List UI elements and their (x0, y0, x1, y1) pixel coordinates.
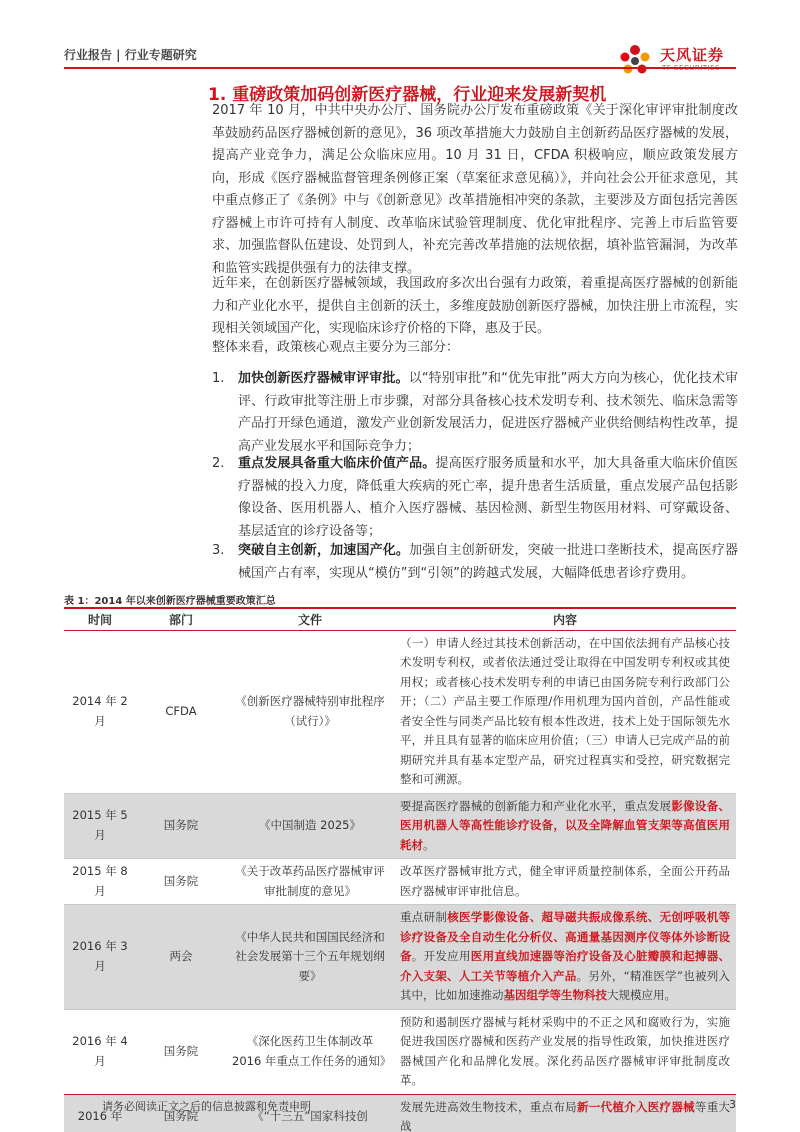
table-row (64, 630, 736, 793)
content-text: 。开发应用 (411, 949, 471, 963)
table-row (64, 859, 736, 905)
cell-time: 2016 年 4 月 (64, 1009, 136, 1094)
cell-dept: 国务院 (136, 1094, 226, 1132)
footer-divider (64, 1094, 736, 1095)
content-text: 预防和遏制医疗器械与耗材采购中的不正之风和腐败行为，实施促进我国医疗器械和医药产业发展的指导性政策，加快推进医疗器械国产化和品牌化发展。深化药品医疗器械审评审批制度改革。 (400, 1014, 730, 1087)
page-number: 3 (729, 1098, 736, 1111)
list-number: 1. (212, 371, 225, 386)
cell-file: 《创新医疗器械特别审批程序（试行）》 (226, 630, 394, 793)
highlighted-text: 新一代植介入医疗器械 (576, 1099, 695, 1114)
content-text: 等重大战 (400, 1099, 731, 1132)
cell-dept: 两会 (136, 905, 226, 1010)
policy-table (64, 607, 736, 1132)
paragraph-3: 整体来看，政策核心观点主要分为三部分： (212, 340, 460, 355)
cell-time: 2016 年 3 月 (64, 905, 136, 1010)
cell-content (394, 630, 736, 793)
content-text: 要提高医疗器械的创新能力和产业化水平，重点发展 (400, 798, 672, 813)
cell-time: 2016 年 (64, 1094, 136, 1132)
paragraph-2: 近年来，在创新医疗器械领域，我国政府多次出台强有力政策，着重提高医疗器械的创新能力和产业化水平，提供自主创新的沃土，多维度鼓励创新医疗器械，加快注册上市流程，实现相关领域国产化，实现临床诊疗价格的下降，惠及于民。 (212, 276, 738, 336)
content-text: 发展先进高效生物技术，重点布局 (400, 1099, 577, 1114)
content-text: （一）申请人经过其技术创新活动，在中国依法拥有产品核心技术发明专利权，或者依法通过受让取得在中国发明专利权或其使用权；或者核心技术发明专利的申请已由国务院专利行政部门公开；（二）产品主要工作原理/作用机理为国内首创，产品性能或者安全性与同类产品比较有根本性改进，技术上处于国际领先水平，并且具有显著的临床应用价值；（三）申请人已完成产品的前期研究并具有基本定型产品，研究过程真实和受控，研究数据完整和可溯源。 (400, 635, 730, 786)
list-item-text: 加强自主创新研发，突破一批进口垄断技术，提高医疗器械国产占有率，实现从“模仿”到“引领”的跨越式发展，大幅降低患者诊疗费用。 (238, 543, 738, 581)
header-divider (64, 67, 736, 69)
header-dept: 部门 (136, 608, 226, 630)
cell-content (394, 1009, 736, 1094)
cell-content (394, 859, 736, 905)
tf-securities-logo (616, 40, 736, 80)
cell-content (394, 905, 736, 1010)
list-item-heading: 加快创新医疗器械审评审批。 (238, 371, 409, 386)
table-row (64, 905, 736, 1010)
cell-time: 2014 年 2 月 (64, 630, 136, 793)
highlighted-text: 核医学影像设备、超导磁共振成像系统、无创呼吸机等诊疗设备及全自动生化分析仪、高通量基因测序仪等体外诊断设备 (400, 910, 730, 963)
cell-dept: 国务院 (136, 859, 226, 905)
highlighted-text: 影像设备、医用机器人等高性能诊疗设备，以及全降解血管支架等高值医用耗材 (400, 798, 730, 852)
table-caption: 表 1：2014 年以来创新医疗器械重要政策汇总 (64, 596, 276, 607)
cell-content (394, 1094, 736, 1132)
cell-dept: CFDA (136, 630, 226, 793)
cell-dept: 国务院 (136, 1009, 226, 1094)
paragraph-1: 2017 年 10 月，中共中央办公厅、国务院办公厅发布重磅政策《关于深化审评审批制度改革鼓励药品医疗器械创新的意见》，36 项改革措施大力鼓励自主创新药品医疗器械的发展，提高产业竞争力，满足公众临床应用。10 月 31 日，CFDA 积极响应，顺应政策发展方向，形成《医疗器械监督管理条例修正案（草案征求意见稿）》，并向社会公开征求意见，其中重点修正了《条例》中与《创新意见》改革措施相冲突的条款，主要涉及方面包括完善医疗器械上市许可持有人制度、改革临床试验管理制度、优化审批程序、完善上市后监管要求、加强监督队伍建设、处罚到人，补充完善改革措施的法规依据，填补监管漏洞，为改革和监管实践提供强有力的法律支撑。 (212, 103, 738, 276)
header-content: 内容 (394, 608, 736, 630)
header-file: 文件 (226, 608, 394, 630)
list-number: 3. (212, 543, 225, 558)
list-item-heading: 突破自主创新，加速国产化。 (238, 543, 410, 558)
list-item-text: 提高医疗服务质量和水平，加大具备重大临床价值医疗器械的投入力度，降低重大疾病的死亡率，提升患者生活质量，重点发展产品包括影像设备、医用机器人、植介入医疗器械、基因检测、新型生物医用材料、可穿戴设备、基层适宜的诊疗设备等； (238, 456, 738, 539)
cell-file: 《“十三五”国家科技创 (226, 1094, 394, 1132)
table-header-row (64, 608, 736, 630)
section-title: 1. 重磅政策加码创新医疗器械，行业迎来发展新契机 (208, 85, 607, 105)
highlighted-text: 基因组学等生物科技 (503, 988, 607, 1002)
cell-file: 《深化医药卫生体制改革 2016 年重点工作任务的通知》 (226, 1009, 394, 1094)
content-text: 改革医疗器械审批方式，健全审评质量控制体系，全面公开药品医疗器械审评审批信息。 (400, 864, 730, 898)
list-item-heading: 重点发展具备重大临床价值产品。 (238, 456, 436, 471)
content-text: 大规模应用。 (607, 988, 676, 1002)
cell-file: 《中华人民共和国国民经济和社会发展第十三个五年规划纲要》 (226, 905, 394, 1010)
report-category: 行业报告 | 行业专题研究 (64, 48, 197, 62)
content-text: 重点研制 (400, 910, 448, 924)
highlighted-text: 医用直线加速器等治疗设备及心脏瓣膜和起搏器、介入支架、人工关节等植介入产品 (400, 949, 731, 983)
list-number: 2. (212, 456, 225, 471)
table-row (64, 1009, 736, 1094)
cell-content (394, 793, 736, 859)
cell-file: 《关于改革药品医疗器械审评审批制度的意见》 (226, 859, 394, 905)
table-row (64, 793, 736, 859)
list-item-text: 以“特别审批”和“优先审批”两大方向为核心，优化技术审评、行政审批等注册上市步骤，对部分具备核心技术发明专利、技术领先、临床急需等产品打开绿色通道，激发产业创新发展活力，促进医疗器械产业供给侧结构性改革，提高产业发展水平和国际竞争力； (238, 371, 738, 454)
cell-time: 2015 年 5 月 (64, 793, 136, 859)
logo-chinese-name: 天风证券 (660, 46, 725, 64)
flower-logo-icon (616, 42, 654, 80)
content-text: 。 (423, 837, 435, 852)
cell-file: 《中国制造 2025》 (226, 793, 394, 859)
cell-time: 2015 年 8 月 (64, 859, 136, 905)
header-time: 时间 (64, 608, 136, 630)
cell-dept: 国务院 (136, 793, 226, 859)
content-text: 。另外，“精准医学”也被列入其中，比如加速推动 (400, 968, 730, 1002)
disclaimer-text: 请务必阅读正文之后的信息披露和免责申明 (102, 1100, 311, 1113)
logo-english-name: TF SECURITIES (662, 64, 721, 72)
